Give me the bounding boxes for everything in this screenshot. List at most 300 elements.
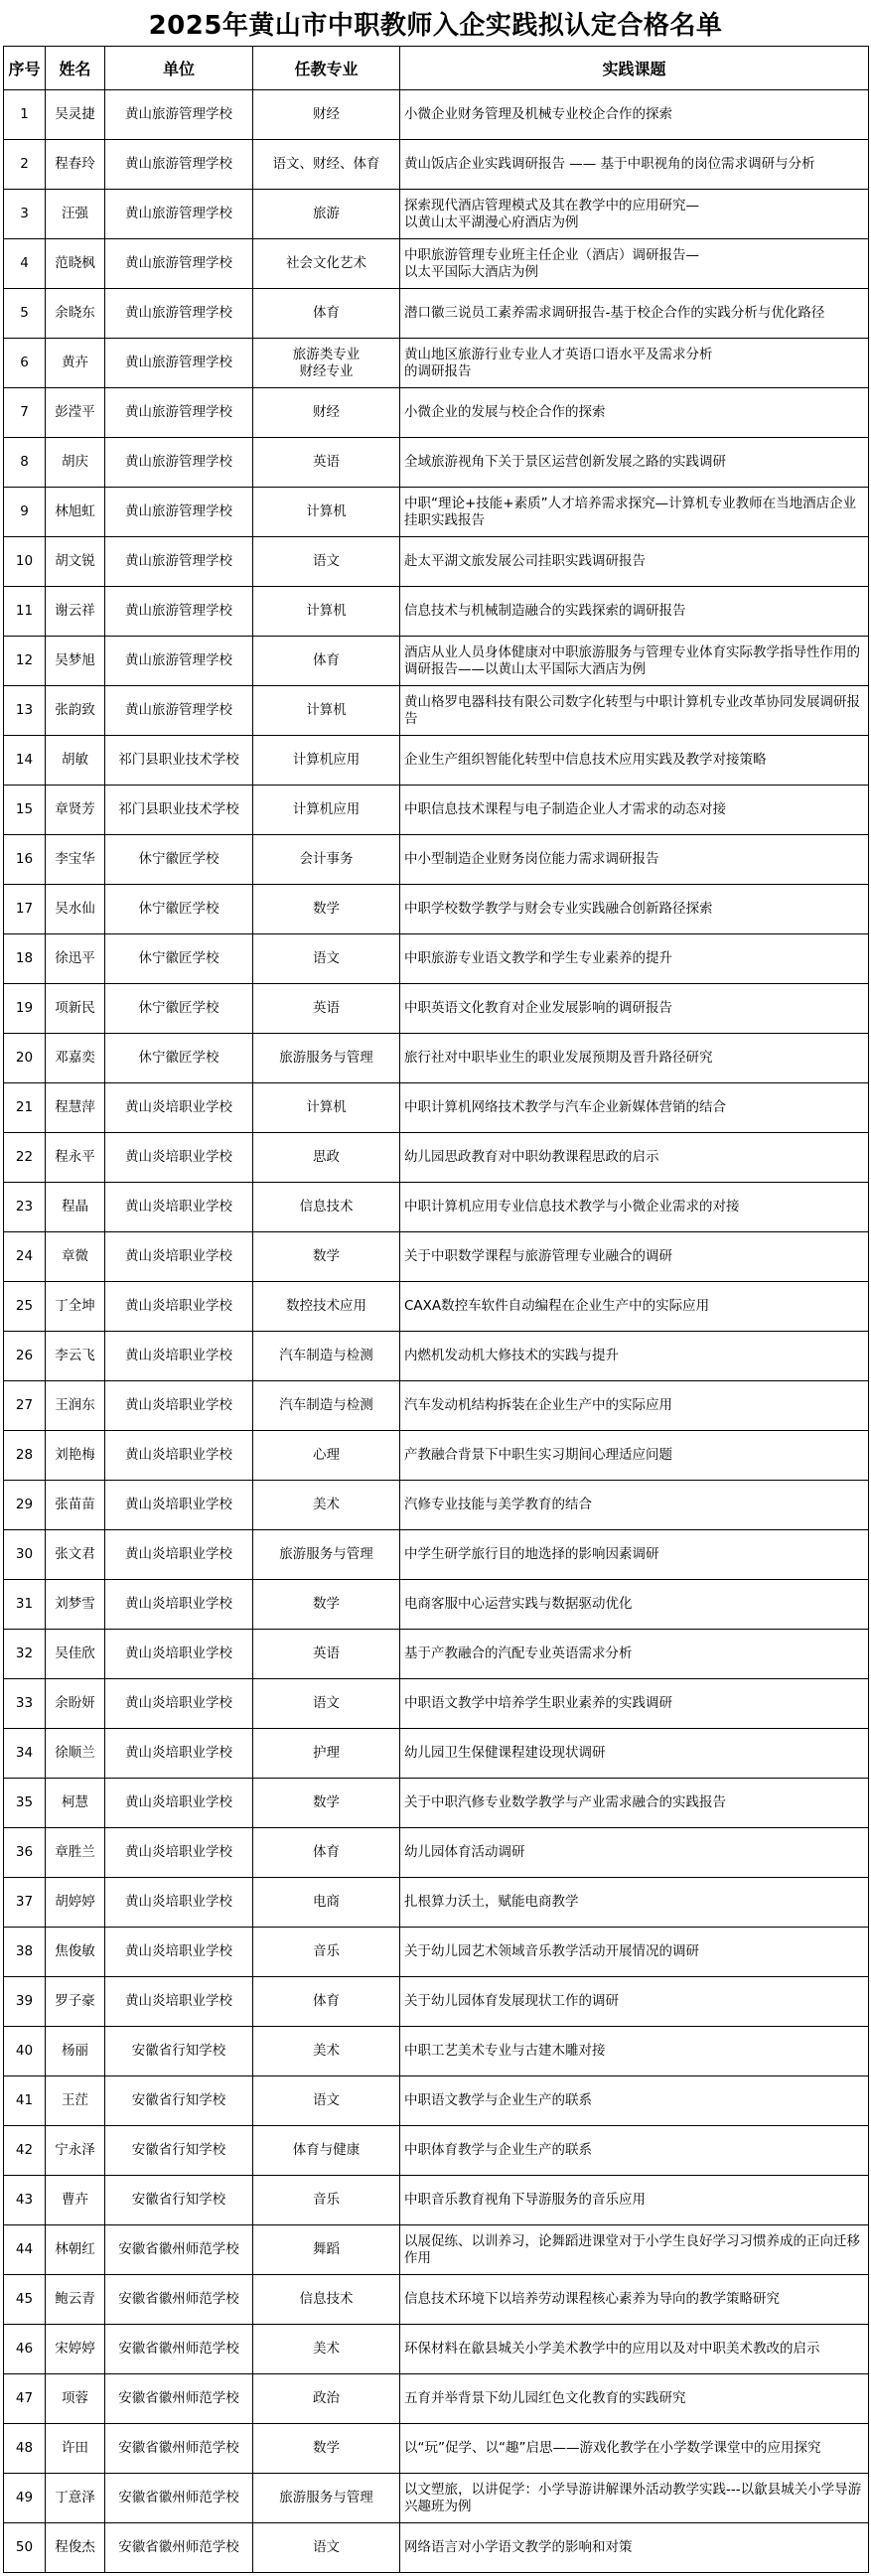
cell-subject: 语文: [253, 2076, 400, 2126]
cell-topic: 中职旅游管理专业班主任企业（酒店）调研报告— 以太平国际大酒店为例: [400, 239, 869, 289]
cell-unit: 休宁徽匠学校: [105, 984, 253, 1034]
cell-name: 张苗苗: [46, 1481, 105, 1530]
cell-topic: 扎根算力沃土，赋能电商教学: [400, 1878, 869, 1928]
cell-topic: 中职计算机应用专业信息技术教学与小微企业需求的对接: [400, 1183, 869, 1232]
cell-subject: 语文: [253, 1679, 400, 1729]
cell-subject: 数学: [253, 1232, 400, 1282]
cell-number: 11: [4, 587, 46, 637]
cell-subject: 语文、财经、体育: [253, 140, 400, 190]
table-row: [4, 2076, 869, 2126]
cell-subject: 旅游服务与管理: [253, 1530, 400, 1580]
table-row: [4, 2424, 869, 2474]
header-topic: 实践课题: [400, 47, 869, 90]
cell-subject: 体育: [253, 1828, 400, 1878]
cell-subject: 英语: [253, 438, 400, 488]
cell-unit: 黄山炎培职业学校: [105, 1630, 253, 1679]
cell-topic: 中职学校数学教学与财会专业实践融合创新路径探索: [400, 885, 869, 934]
table-row: [4, 1431, 869, 1481]
cell-name: 鲍云青: [46, 2275, 105, 2325]
cell-name: 徐迅平: [46, 934, 105, 984]
table-row: [4, 488, 869, 537]
cell-unit: 黄山炎培职业学校: [105, 1729, 253, 1779]
table-row: [4, 637, 869, 686]
cell-subject: 信息技术: [253, 2275, 400, 2325]
cell-unit: 黄山旅游管理学校: [105, 289, 253, 339]
cell-number: 22: [4, 1133, 46, 1183]
cell-name: 刘艳梅: [46, 1431, 105, 1481]
table-row: [4, 2275, 869, 2325]
cell-unit: 黄山炎培职业学校: [105, 1133, 253, 1183]
cell-number: 48: [4, 2424, 46, 2474]
cell-subject: 汽车制造与检测: [253, 1332, 400, 1381]
cell-unit: 黄山炎培职业学校: [105, 1878, 253, 1928]
cell-topic: 汽车发动机结构拆装在企业生产中的实际应用: [400, 1381, 869, 1431]
cell-name: 丁全坤: [46, 1282, 105, 1332]
table-body: [4, 90, 869, 2573]
cell-unit: 祁门县职业技术学校: [105, 736, 253, 786]
cell-name: 柯慧: [46, 1779, 105, 1828]
cell-number: 8: [4, 438, 46, 488]
cell-subject: 美术: [253, 1481, 400, 1530]
table-row: [4, 1282, 869, 1332]
cell-unit: 黄山炎培职业学校: [105, 1977, 253, 2027]
table-row: [4, 388, 869, 438]
cell-number: 1: [4, 90, 46, 140]
table-row: [4, 1580, 869, 1630]
cell-number: 28: [4, 1431, 46, 1481]
cell-number: 16: [4, 835, 46, 885]
table-row: [4, 1183, 869, 1232]
cell-unit: 黄山炎培职业学校: [105, 1232, 253, 1282]
header-row: [4, 47, 869, 90]
cell-topic: 小微企业的发展与校企合作的探索: [400, 388, 869, 438]
cell-subject: 财经: [253, 90, 400, 140]
cell-topic: 环保材料在歙县城关小学美术教学中的应用以及对中职美术教改的启示: [400, 2325, 869, 2374]
cell-name: 范晓枫: [46, 239, 105, 289]
cell-topic: 关于幼儿园艺术领域音乐教学活动开展情况的调研: [400, 1928, 869, 1977]
cell-name: 程永平: [46, 1133, 105, 1183]
table-row: [4, 835, 869, 885]
cell-number: 43: [4, 2176, 46, 2225]
table-row: [4, 1381, 869, 1431]
table-row: [4, 1828, 869, 1878]
cell-number: 26: [4, 1332, 46, 1381]
cell-subject: 语文: [253, 2523, 400, 2573]
cell-subject: 旅游服务与管理: [253, 2474, 400, 2523]
cell-name: 罗子豪: [46, 1977, 105, 2027]
cell-subject: 思政: [253, 1133, 400, 1183]
cell-unit: 安徽省行知学校: [105, 2076, 253, 2126]
cell-unit: 安徽省徽州师范学校: [105, 2474, 253, 2523]
cell-unit: 安徽省行知学校: [105, 2126, 253, 2176]
cell-topic: 赴太平湖文旅发展公司挂职实践调研报告: [400, 537, 869, 587]
cell-unit: 黄山炎培职业学校: [105, 1828, 253, 1878]
table-row: [4, 239, 869, 289]
cell-name: 余盼妍: [46, 1679, 105, 1729]
cell-unit: 黄山旅游管理学校: [105, 438, 253, 488]
table-row: [4, 2176, 869, 2225]
cell-topic: 酒店从业人员身体健康对中职旅游服务与管理专业体育实际教学指导性作用的调研报告——以黄山太平国际大酒店为例: [400, 637, 869, 686]
cell-topic: 幼儿园卫生保健课程建设现状调研: [400, 1729, 869, 1779]
cell-name: 彭滢平: [46, 388, 105, 438]
table-row: [4, 1481, 869, 1530]
cell-number: 45: [4, 2275, 46, 2325]
cell-topic: 中职信息技术课程与电子制造企业人才需求的动态对接: [400, 786, 869, 835]
cell-number: 9: [4, 488, 46, 537]
cell-topic: 中职旅游专业语文教学和学生专业素养的提升: [400, 934, 869, 984]
cell-name: 胡婷婷: [46, 1878, 105, 1928]
cell-name: 王润东: [46, 1381, 105, 1431]
cell-subject: 英语: [253, 1630, 400, 1679]
cell-unit: 黄山炎培职业学校: [105, 1679, 253, 1729]
cell-topic: 旅行社对中职毕业生的职业发展预期及晋升路径研究: [400, 1034, 869, 1083]
cell-name: 宋婷婷: [46, 2325, 105, 2374]
table-row: [4, 2027, 869, 2076]
cell-topic: 中职计算机网络技术教学与汽车企业新媒体营销的结合: [400, 1083, 869, 1133]
cell-unit: 黄山旅游管理学校: [105, 686, 253, 736]
cell-subject: 数学: [253, 1779, 400, 1828]
cell-number: 14: [4, 736, 46, 786]
cell-number: 18: [4, 934, 46, 984]
cell-number: 2: [4, 140, 46, 190]
cell-unit: 黄山炎培职业学校: [105, 1183, 253, 1232]
cell-number: 40: [4, 2027, 46, 2076]
cell-topic: 黄山地区旅游行业专业人才英语口语水平及需求分析 的调研报告: [400, 339, 869, 388]
cell-number: 49: [4, 2474, 46, 2523]
cell-number: 44: [4, 2225, 46, 2275]
cell-topic: 汽修专业技能与美学教育的结合: [400, 1481, 869, 1530]
cell-subject: 旅游类专业 财经专业: [253, 339, 400, 388]
cell-subject: 政治: [253, 2374, 400, 2424]
cell-subject: 信息技术: [253, 1183, 400, 1232]
table-row: [4, 438, 869, 488]
cell-name: 丁意泽: [46, 2474, 105, 2523]
cell-unit: 安徽省徽州师范学校: [105, 2523, 253, 2573]
cell-topic: 关于中职汽修专业数学教学与产业需求融合的实践报告: [400, 1779, 869, 1828]
cell-unit: 黄山旅游管理学校: [105, 488, 253, 537]
cell-number: 50: [4, 2523, 46, 2573]
cell-topic: 中学生研学旅行目的地选择的影响因素调研: [400, 1530, 869, 1580]
table-row: [4, 289, 869, 339]
cell-subject: 音乐: [253, 1928, 400, 1977]
cell-topic: 企业生产组织智能化转型中信息技术应用实践及教学对接策略: [400, 736, 869, 786]
cell-number: 4: [4, 239, 46, 289]
cell-topic: 探索现代酒店管理模式及其在教学中的应用研究— 以黄山太平湖漫心府酒店为例: [400, 190, 869, 239]
cell-topic: 关于幼儿园体育发展现状工作的调研: [400, 1977, 869, 2027]
table-row: [4, 2374, 869, 2424]
cell-number: 31: [4, 1580, 46, 1630]
cell-name: 吴灵捷: [46, 90, 105, 140]
table-row: [4, 1679, 869, 1729]
cell-number: 41: [4, 2076, 46, 2126]
cell-topic: 中职工艺美术专业与古建木雕对接: [400, 2027, 869, 2076]
cell-topic: 幼儿园思政教育对中职幼教课程思政的启示: [400, 1133, 869, 1183]
cell-name: 项新民: [46, 984, 105, 1034]
cell-subject: 计算机: [253, 488, 400, 537]
cell-topic: 中职体育教学与企业生产的联系: [400, 2126, 869, 2176]
cell-topic: 信息技术与机械制造融合的实践探索的调研报告: [400, 587, 869, 637]
cell-unit: 黄山炎培职业学校: [105, 1530, 253, 1580]
cell-subject: 体育: [253, 289, 400, 339]
cell-name: 项蓉: [46, 2374, 105, 2424]
cell-unit: 安徽省徽州师范学校: [105, 2424, 253, 2474]
cell-name: 宁永泽: [46, 2126, 105, 2176]
cell-subject: 旅游服务与管理: [253, 1034, 400, 1083]
cell-name: 程俊杰: [46, 2523, 105, 2573]
cell-subject: 体育与健康: [253, 2126, 400, 2176]
table-row: [4, 1133, 869, 1183]
cell-topic: 中职语文教学与企业生产的联系: [400, 2076, 869, 2126]
cell-subject: 数学: [253, 885, 400, 934]
cell-topic: 中职“理论+技能+素质”人才培养需求探究—计算机专业教师在当地酒店企业挂职实践报告: [400, 488, 869, 537]
cell-unit: 安徽省行知学校: [105, 2027, 253, 2076]
table-row: [4, 736, 869, 786]
cell-subject: 计算机: [253, 587, 400, 637]
cell-number: 37: [4, 1878, 46, 1928]
cell-subject: 计算机: [253, 686, 400, 736]
cell-number: 3: [4, 190, 46, 239]
cell-subject: 计算机: [253, 1083, 400, 1133]
cell-subject: 语文: [253, 537, 400, 587]
cell-unit: 黄山炎培职业学校: [105, 1928, 253, 1977]
cell-subject: 护理: [253, 1729, 400, 1779]
table-row: [4, 1630, 869, 1679]
cell-number: 38: [4, 1928, 46, 1977]
cell-name: 黄卉: [46, 339, 105, 388]
table-row: [4, 1232, 869, 1282]
cell-topic: 中职语文教学中培养学生职业素养的实践调研: [400, 1679, 869, 1729]
cell-topic: 基于产教融合的汽配专业英语需求分析: [400, 1630, 869, 1679]
cell-subject: 语文: [253, 934, 400, 984]
cell-number: 6: [4, 339, 46, 388]
table-row: [4, 1034, 869, 1083]
cell-name: 刘梦雪: [46, 1580, 105, 1630]
cell-name: 张韵致: [46, 686, 105, 736]
cell-name: 张文君: [46, 1530, 105, 1580]
table-row: [4, 686, 869, 736]
cell-name: 谢云祥: [46, 587, 105, 637]
cell-unit: 休宁徽匠学校: [105, 934, 253, 984]
cell-topic: 内燃机发动机大修技术的实践与提升: [400, 1332, 869, 1381]
cell-unit: 祁门县职业技术学校: [105, 786, 253, 835]
cell-topic: 全域旅游视角下关于景区运营创新发展之路的实践调研: [400, 438, 869, 488]
table-row: [4, 587, 869, 637]
cell-unit: 黄山炎培职业学校: [105, 1779, 253, 1828]
cell-unit: 安徽省徽州师范学校: [105, 2275, 253, 2325]
cell-subject: 数学: [253, 2424, 400, 2474]
cell-name: 林旭虹: [46, 488, 105, 537]
cell-name: 章胜兰: [46, 1828, 105, 1878]
cell-number: 27: [4, 1381, 46, 1431]
cell-number: 30: [4, 1530, 46, 1580]
cell-name: 吴梦旭: [46, 637, 105, 686]
cell-subject: 电商: [253, 1878, 400, 1928]
cell-topic: 产教融合背景下中职生实习期间心理适应问题: [400, 1431, 869, 1481]
cell-subject: 音乐: [253, 2176, 400, 2225]
cell-topic: 电商客服中心运营实践与数据驱动优化: [400, 1580, 869, 1630]
cell-subject: 财经: [253, 388, 400, 438]
cell-unit: 安徽省徽州师范学校: [105, 2374, 253, 2424]
table-row: [4, 1878, 869, 1928]
cell-topic: 中职音乐教育视角下导游服务的音乐应用: [400, 2176, 869, 2225]
table-row: [4, 2126, 869, 2176]
table-row: [4, 339, 869, 388]
cell-subject: 美术: [253, 2325, 400, 2374]
cell-number: 42: [4, 2126, 46, 2176]
table-row: [4, 537, 869, 587]
cell-name: 胡文锐: [46, 537, 105, 587]
cell-subject: 体育: [253, 1977, 400, 2027]
cell-unit: 安徽省徽州师范学校: [105, 2225, 253, 2275]
cell-number: 7: [4, 388, 46, 438]
cell-unit: 黄山炎培职业学校: [105, 1282, 253, 1332]
cell-subject: 社会文化艺术: [253, 239, 400, 289]
table-row: [4, 140, 869, 190]
table-row: [4, 2325, 869, 2374]
cell-subject: 旅游: [253, 190, 400, 239]
cell-unit: 黄山炎培职业学校: [105, 1481, 253, 1530]
cell-unit: 安徽省徽州师范学校: [105, 2325, 253, 2374]
cell-number: 20: [4, 1034, 46, 1083]
table-row: [4, 885, 869, 934]
table-row: [4, 1779, 869, 1828]
cell-number: 10: [4, 537, 46, 587]
cell-number: 46: [4, 2325, 46, 2374]
cell-unit: 黄山旅游管理学校: [105, 140, 253, 190]
table-row: [4, 90, 869, 140]
table-row: [4, 984, 869, 1034]
table-row: [4, 1332, 869, 1381]
cell-topic: 关于中职数学课程与旅游管理专业融合的调研: [400, 1232, 869, 1282]
cell-name: 曹卉: [46, 2176, 105, 2225]
cell-unit: 黄山旅游管理学校: [105, 587, 253, 637]
cell-topic: CAXA数控车软件自动编程在企业生产中的实际应用: [400, 1282, 869, 1332]
cell-number: 29: [4, 1481, 46, 1530]
cell-number: 32: [4, 1630, 46, 1679]
cell-name: 章微: [46, 1232, 105, 1282]
cell-number: 36: [4, 1828, 46, 1878]
table-row: [4, 2225, 869, 2275]
table-row: [4, 1729, 869, 1779]
cell-name: 许田: [46, 2424, 105, 2474]
table-row: [4, 190, 869, 239]
cell-number: 47: [4, 2374, 46, 2424]
cell-topic: 潜口徽三说员工素养需求调研报告-基于校企合作的实践分析与优化路径: [400, 289, 869, 339]
cell-name: 邓嘉奕: [46, 1034, 105, 1083]
cell-subject: 数控技术应用: [253, 1282, 400, 1332]
header-num: 序号: [4, 47, 46, 90]
cell-name: 余晓东: [46, 289, 105, 339]
cell-unit: 黄山旅游管理学校: [105, 637, 253, 686]
cell-number: 19: [4, 984, 46, 1034]
cell-subject: 计算机应用: [253, 736, 400, 786]
cell-topic: 中职英语文化教育对企业发展影响的调研报告: [400, 984, 869, 1034]
cell-topic: 中小型制造企业财务岗位能力需求调研报告: [400, 835, 869, 885]
cell-number: 17: [4, 885, 46, 934]
cell-name: 李云飞: [46, 1332, 105, 1381]
cell-topic: 黄山饭店企业实践调研报告 —— 基于中职视角的岗位需求调研与分析: [400, 140, 869, 190]
cell-topic: 小微企业财务管理及机械专业校企合作的探索: [400, 90, 869, 140]
cell-name: 徐顺兰: [46, 1729, 105, 1779]
cell-number: 15: [4, 786, 46, 835]
cell-topic: 黄山格罗电器科技有限公司数字化转型与中职计算机专业改革协同发展调研报告: [400, 686, 869, 736]
cell-unit: 休宁徽匠学校: [105, 885, 253, 934]
cell-subject: 美术: [253, 2027, 400, 2076]
header-unit: 单位: [105, 47, 253, 90]
roster-table: [3, 46, 869, 2573]
cell-number: 24: [4, 1232, 46, 1282]
cell-number: 13: [4, 686, 46, 736]
cell-subject: 舞蹈: [253, 2225, 400, 2275]
cell-subject: 英语: [253, 984, 400, 1034]
header-name: 姓名: [46, 47, 105, 90]
cell-number: 21: [4, 1083, 46, 1133]
cell-topic: 以文塑旅，以讲促学：小学导游讲解课外活动教学实践---以歙县城关小学导游兴趣班为例: [400, 2474, 869, 2523]
cell-number: 35: [4, 1779, 46, 1828]
cell-unit: 休宁徽匠学校: [105, 1034, 253, 1083]
cell-number: 33: [4, 1679, 46, 1729]
cell-name: 李宝华: [46, 835, 105, 885]
table-row: [4, 786, 869, 835]
cell-subject: 心理: [253, 1431, 400, 1481]
table-row: [4, 934, 869, 984]
cell-unit: 黄山炎培职业学校: [105, 1381, 253, 1431]
cell-unit: 黄山旅游管理学校: [105, 339, 253, 388]
cell-number: 39: [4, 1977, 46, 2027]
cell-name: 焦俊敏: [46, 1928, 105, 1977]
table-row: [4, 1977, 869, 2027]
table-row: [4, 1928, 869, 1977]
cell-unit: 黄山炎培职业学校: [105, 1083, 253, 1133]
table-row: [4, 1083, 869, 1133]
cell-subject: 汽车制造与检测: [253, 1381, 400, 1431]
cell-subject: 数学: [253, 1580, 400, 1630]
cell-name: 程春玲: [46, 140, 105, 190]
cell-topic: 五育并举背景下幼儿园红色文化教育的实践研究: [400, 2374, 869, 2424]
cell-topic: 以“玩”促学、以“趣”启思——游戏化教学在小学数学课堂中的应用探究: [400, 2424, 869, 2474]
table-header: [4, 47, 869, 90]
cell-number: 23: [4, 1183, 46, 1232]
cell-name: 杨丽: [46, 2027, 105, 2076]
cell-name: 汪强: [46, 190, 105, 239]
cell-unit: 黄山炎培职业学校: [105, 1580, 253, 1630]
cell-number: 12: [4, 637, 46, 686]
cell-name: 章贤芳: [46, 786, 105, 835]
cell-name: 程慧萍: [46, 1083, 105, 1133]
cell-number: 25: [4, 1282, 46, 1332]
cell-number: 34: [4, 1729, 46, 1779]
cell-name: 林朝红: [46, 2225, 105, 2275]
cell-name: 胡庆: [46, 438, 105, 488]
cell-name: 吴水仙: [46, 885, 105, 934]
cell-unit: 黄山旅游管理学校: [105, 239, 253, 289]
table-row: [4, 2523, 869, 2573]
cell-name: 程晶: [46, 1183, 105, 1232]
cell-subject: 会计事务: [253, 835, 400, 885]
cell-topic: 网络语言对小学语文教学的影响和对策: [400, 2523, 869, 2573]
cell-unit: 黄山旅游管理学校: [105, 190, 253, 239]
cell-subject: 计算机应用: [253, 786, 400, 835]
cell-name: 王茳: [46, 2076, 105, 2126]
cell-unit: 黄山旅游管理学校: [105, 537, 253, 587]
cell-unit: 黄山炎培职业学校: [105, 1431, 253, 1481]
cell-unit: 休宁徽匠学校: [105, 835, 253, 885]
cell-topic: 以展促练、以训养习，论舞蹈进课堂对于小学生良好学习习惯养成的正向迁移作用: [400, 2225, 869, 2275]
cell-name: 吴佳欣: [46, 1630, 105, 1679]
cell-unit: 安徽省行知学校: [105, 2176, 253, 2225]
header-subject: 任教专业: [253, 47, 400, 90]
document-title: 2025年黄山市中职教师入企实践拟认定合格名单: [148, 10, 723, 41]
